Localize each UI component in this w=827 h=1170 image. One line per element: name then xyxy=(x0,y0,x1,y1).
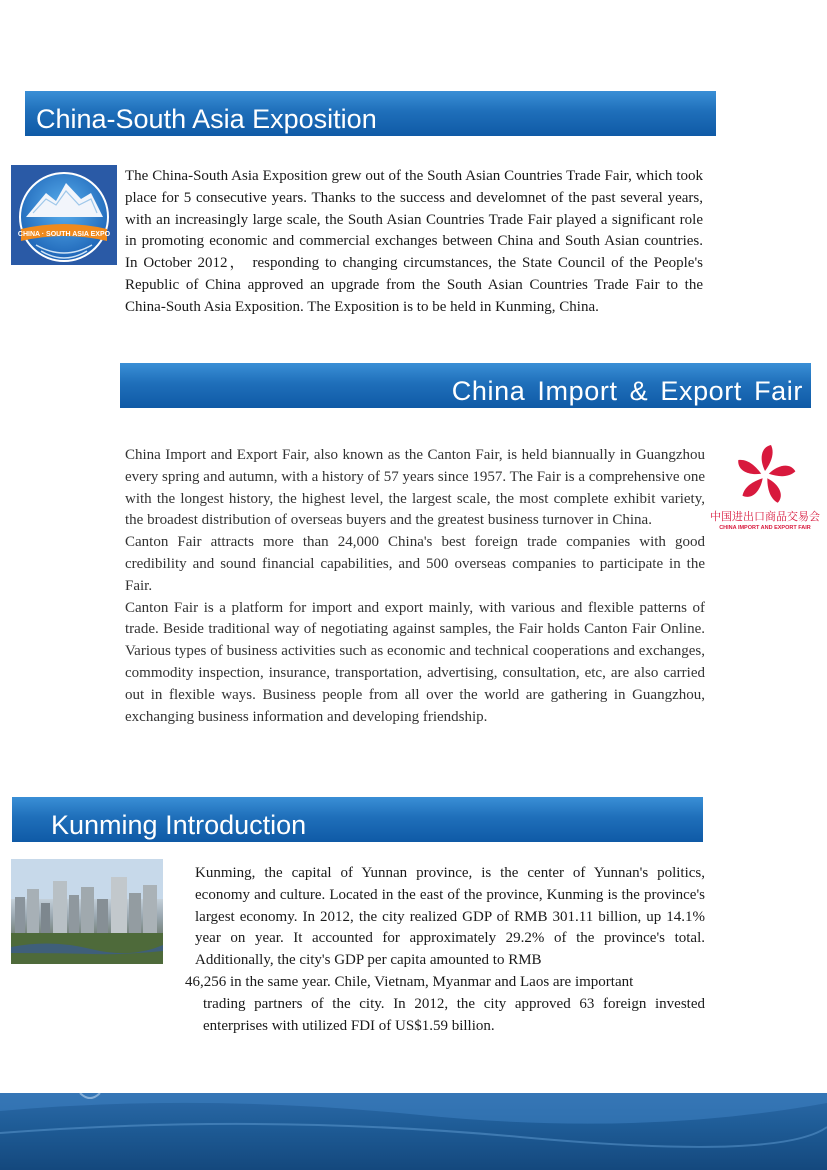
paragraph-1: China Import and Export Fair, also known as the Canton Fair, is held biannually in Guangzhou every spring and autumn, with a history of 57 years since 1957. The Fair is a comprehensive one with the longest history, the highest level, the largest scale, the most complete exhibit variety, the broadest distribution of overseas buyers and the greatest business turnover in China. xyxy=(125,447,705,529)
canton-fair-logo xyxy=(709,440,822,535)
section-heading-kunming xyxy=(12,797,703,842)
section-heading-south-asia-expo xyxy=(25,91,716,136)
logo-text: CHINA · SOUTH ASIA EXPO xyxy=(17,231,111,238)
south-asia-expo-paragraph xyxy=(125,166,703,319)
logo-text-cn: 中国进出口商品交易会 xyxy=(710,510,820,523)
paragraph-part-3: trading partners of the city. In 2012, the city approved 63 foreign invested enterprises with utilized FDI of US$1.59 billion. xyxy=(203,995,705,1034)
canton-fair-paragraphs xyxy=(125,445,705,728)
kunming-paragraph xyxy=(185,863,705,1037)
footer-band xyxy=(0,1093,827,1170)
paragraph-2: Canton Fair attracts more than 24,000 China's best foreign trade companies with good credibility and sound financial capabilities, and 500 overseas companies to participate in the Fair. xyxy=(125,534,705,594)
logo-text-en: CHINA IMPORT AND EXPORT FAIR xyxy=(719,525,811,531)
section-heading-text: China-South Asia Exposition xyxy=(36,104,377,134)
section-heading-text: China Import & Export Fair xyxy=(451,376,803,406)
kunming-city-photo xyxy=(11,859,163,964)
paragraph-3: Canton Fair is a platform for import and export mainly, with various and flexible patterns of trade. Beside traditional way of negotiating against samples, the Fair holds Canton Fair Online. Various types of business activities such as economic and technical cooperations and exchanges, commodity inspection, insurance, transportation, advertising, consultation, etc, are also carried out in flexible ways. Business people from all over the world are gathering in Guangzhou, exchanging business information and developing friendship. xyxy=(125,599,705,725)
paragraph-part-1: Kunming, the capital of Yunnan province, is the center of Yunnan's politics, economy and culture. Located in the east of the province, Kunming is the province's largest economy. In 2012, the city realized GDP of RMB 301.11 billion, up 14.1% year on year. It accounted for approximately 29.2% of the province's total. Additionally, the city's GDP per capita amounted to RMB xyxy=(195,865,705,969)
paragraph-text: The China-South Asia Exposition grew out of the South Asian Countries Trade Fair, which took place for 5 consecutive years. Thanks to the success and develomnet of the past several years, with an increasingly large scale, the South Asian Countries Trade Fair played a significant role in promoting economic and commercial exchanges between China and South Asian countries. In October 2012， responding to changing circumstances, the State Council of the People's Republic of China approved an upgrade from the South Asian Countries Trade Fair to the China-South Asia Exposition. The Exposition is to be held in Kunming, China. xyxy=(125,168,703,315)
paragraph-part-2: 46,256 in the same year. Chile, Vietnam, Myanmar and Laos are important xyxy=(185,973,634,990)
section-heading-canton-fair xyxy=(120,363,811,408)
section-heading-text: Kunming Introduction xyxy=(51,810,307,840)
china-south-asia-expo-logo xyxy=(11,165,117,265)
